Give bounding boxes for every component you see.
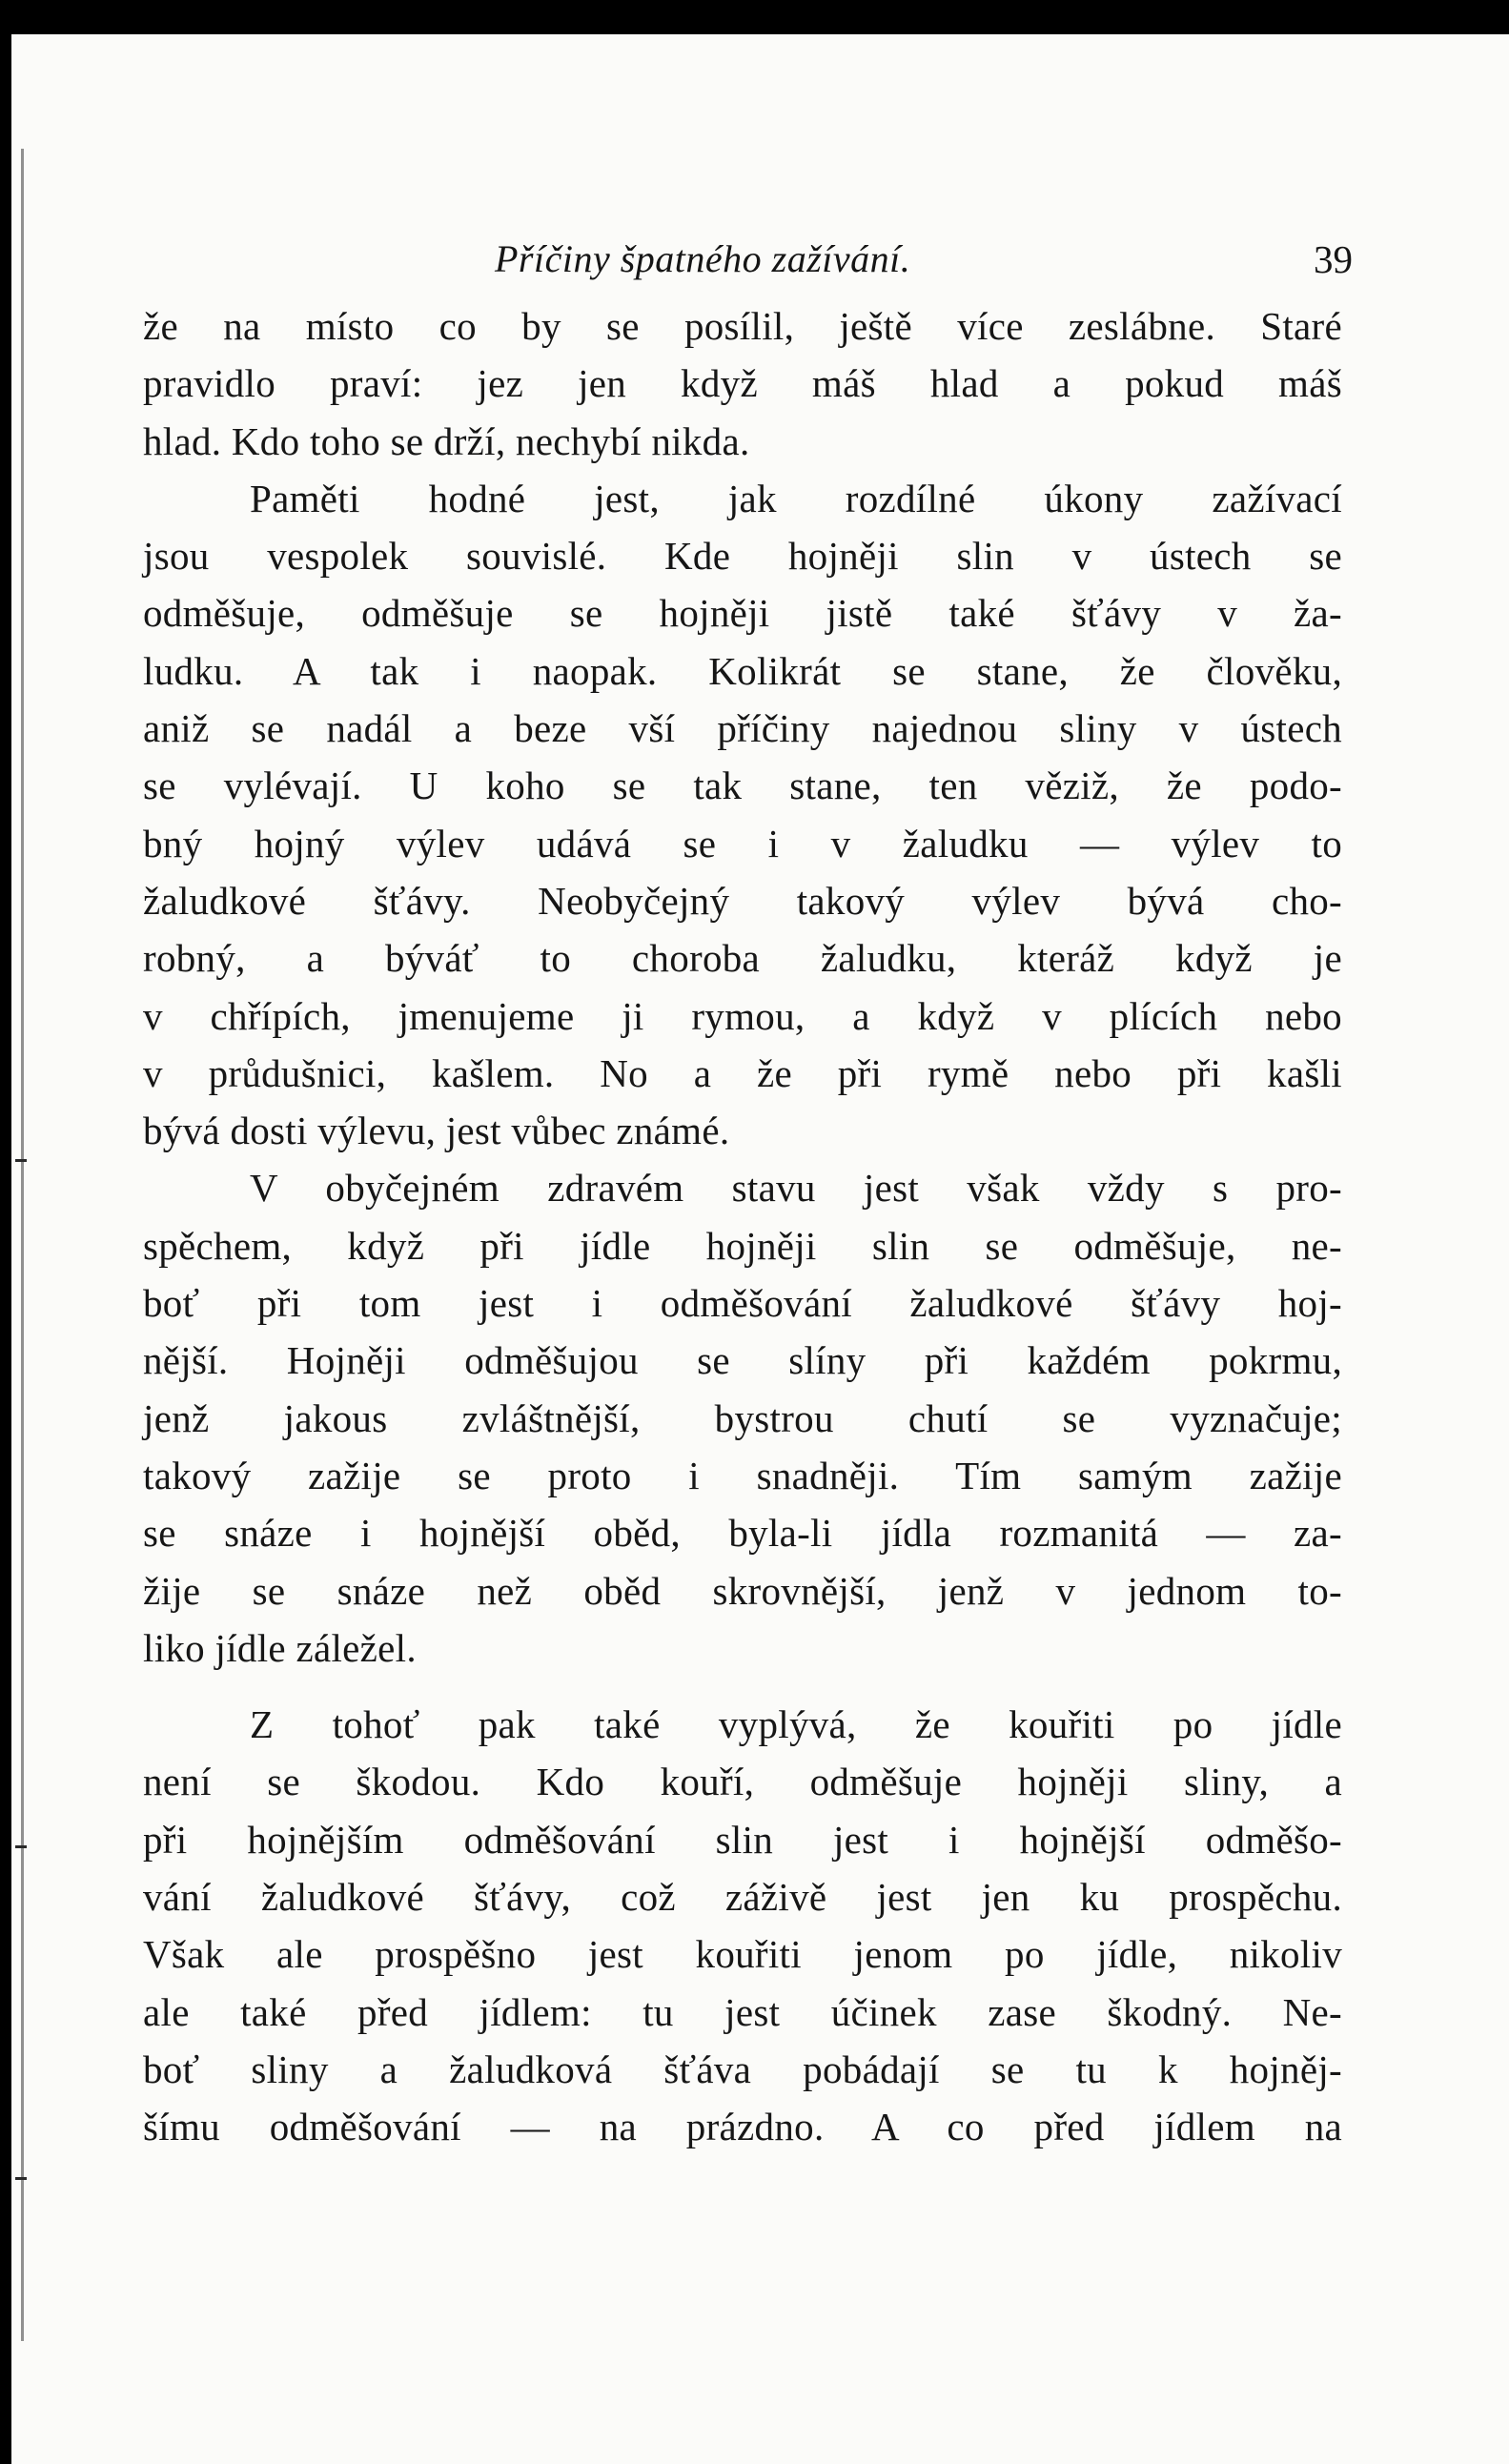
text-line: liko jídle záležel. — [143, 1625, 417, 1670]
text-line: žaludkové šťávy. Neobyčejný takový výlev bývá cho- — [143, 878, 1342, 923]
margin-mark — [15, 2177, 27, 2180]
text-line: boť sliny a žaludková šťáva pobádají se tu k hojněj- — [143, 2047, 1342, 2091]
margin-mark — [15, 1159, 27, 1162]
paragraph — [143, 1696, 1342, 2155]
text-line: spěchem, když při jídle hojněji slin se odměšuje, ne- — [143, 1223, 1342, 1268]
text-line: hlad. Kdo toho se drží, nechybí nikda. — [143, 418, 750, 463]
text-line: Však ale prospěšno jest kouřiti jenom po jídle, nikoliv — [143, 1932, 1342, 1977]
text-line: pravidlo praví: jez jen když máš hlad a pokud máš — [143, 361, 1342, 406]
text-line: bývá dosti výlevu, jest vůbec známé. — [143, 1109, 730, 1153]
body-text — [143, 297, 1342, 2156]
text-line: není se škodou. Kdo kouří, odměšuje hojněji sliny, a — [143, 1760, 1342, 1804]
page-edge-line — [21, 149, 24, 2341]
text-line: odměšuje, odměšuje se hojněji jistě také šťávy v ža- — [143, 591, 1342, 636]
text-line: se snáze i hojnější oběd, byla-li jídla rozmanitá — za- — [143, 1511, 1342, 1556]
text-line: robný, a býváť to choroba žaludku, kteráž když je — [143, 936, 1342, 981]
text-line: ludku. A tak i naopak. Kolikrát se stane, že člověku, — [143, 648, 1342, 693]
text-line: Z tohoť pak také vyplývá, že kouřiti po jídle — [250, 1702, 1342, 1747]
text-line: takový zažije se proto i snadněji. Tím samým zažije — [143, 1453, 1342, 1497]
text-line: jsou vespolek souvislé. Kde hojněji slin v ústech se — [143, 534, 1342, 579]
text-line: V obyčejném zdravém stavu jest však vždy s pro- — [250, 1166, 1342, 1211]
text-line: že na místo co by se posílil, ještě více zeslábne. Staré — [143, 304, 1342, 348]
paragraph — [143, 297, 1342, 470]
text-line: při hojnějším odměšování slin jest i hojnější odměšo- — [143, 1817, 1342, 1862]
text-line: ale také před jídlem: tu jest účinek zase škodný. Ne- — [143, 1989, 1342, 2034]
text-line: vání žaludkové šťávy, což záživě jest jen ku prospěchu. — [143, 1875, 1342, 1920]
text-line: jenž jakous zvláštnější, bystrou chutí se vyznačuje; — [143, 1395, 1342, 1440]
page-number: 39 — [1314, 237, 1353, 281]
paragraph — [143, 470, 1342, 1160]
text-line: bný hojný výlev udává se i v žaludku — výlev to — [143, 821, 1342, 865]
paragraph-gap — [143, 1677, 1342, 1696]
text-line: v chřípích, jmenujeme ji rymou, a když v plících nebo — [143, 993, 1342, 1038]
paragraph — [143, 1159, 1342, 1677]
text-line: v průdušnici, kašlem. No a že při rymě nebo při kašli — [143, 1050, 1342, 1095]
text-line: aniž se nadál a beze vší příčiny najednou sliny v ústech — [143, 706, 1342, 751]
page-header — [152, 236, 1353, 294]
text-line: šímu odměšování — na prázdno. A co před jídlem na — [143, 2105, 1342, 2149]
text-line: žije se snáze než oběd skrovnější, jenž v jednom to- — [143, 1568, 1342, 1613]
text-line: boť při tom jest i odměšování žaludkové šťávy hoj- — [143, 1281, 1342, 1326]
margin-mark — [15, 1845, 27, 1848]
text-line: se vylévají. U koho se tak stane, ten věziž, že podo- — [143, 764, 1342, 808]
running-title: Příčiny špatného zažívání. — [495, 237, 911, 280]
text-line: Paměti hodné jest, jak rozdílné úkony zažívací — [250, 476, 1342, 520]
text-line: nější. Hojněji odměšujou se slíny při každém pokrmu, — [143, 1338, 1342, 1383]
